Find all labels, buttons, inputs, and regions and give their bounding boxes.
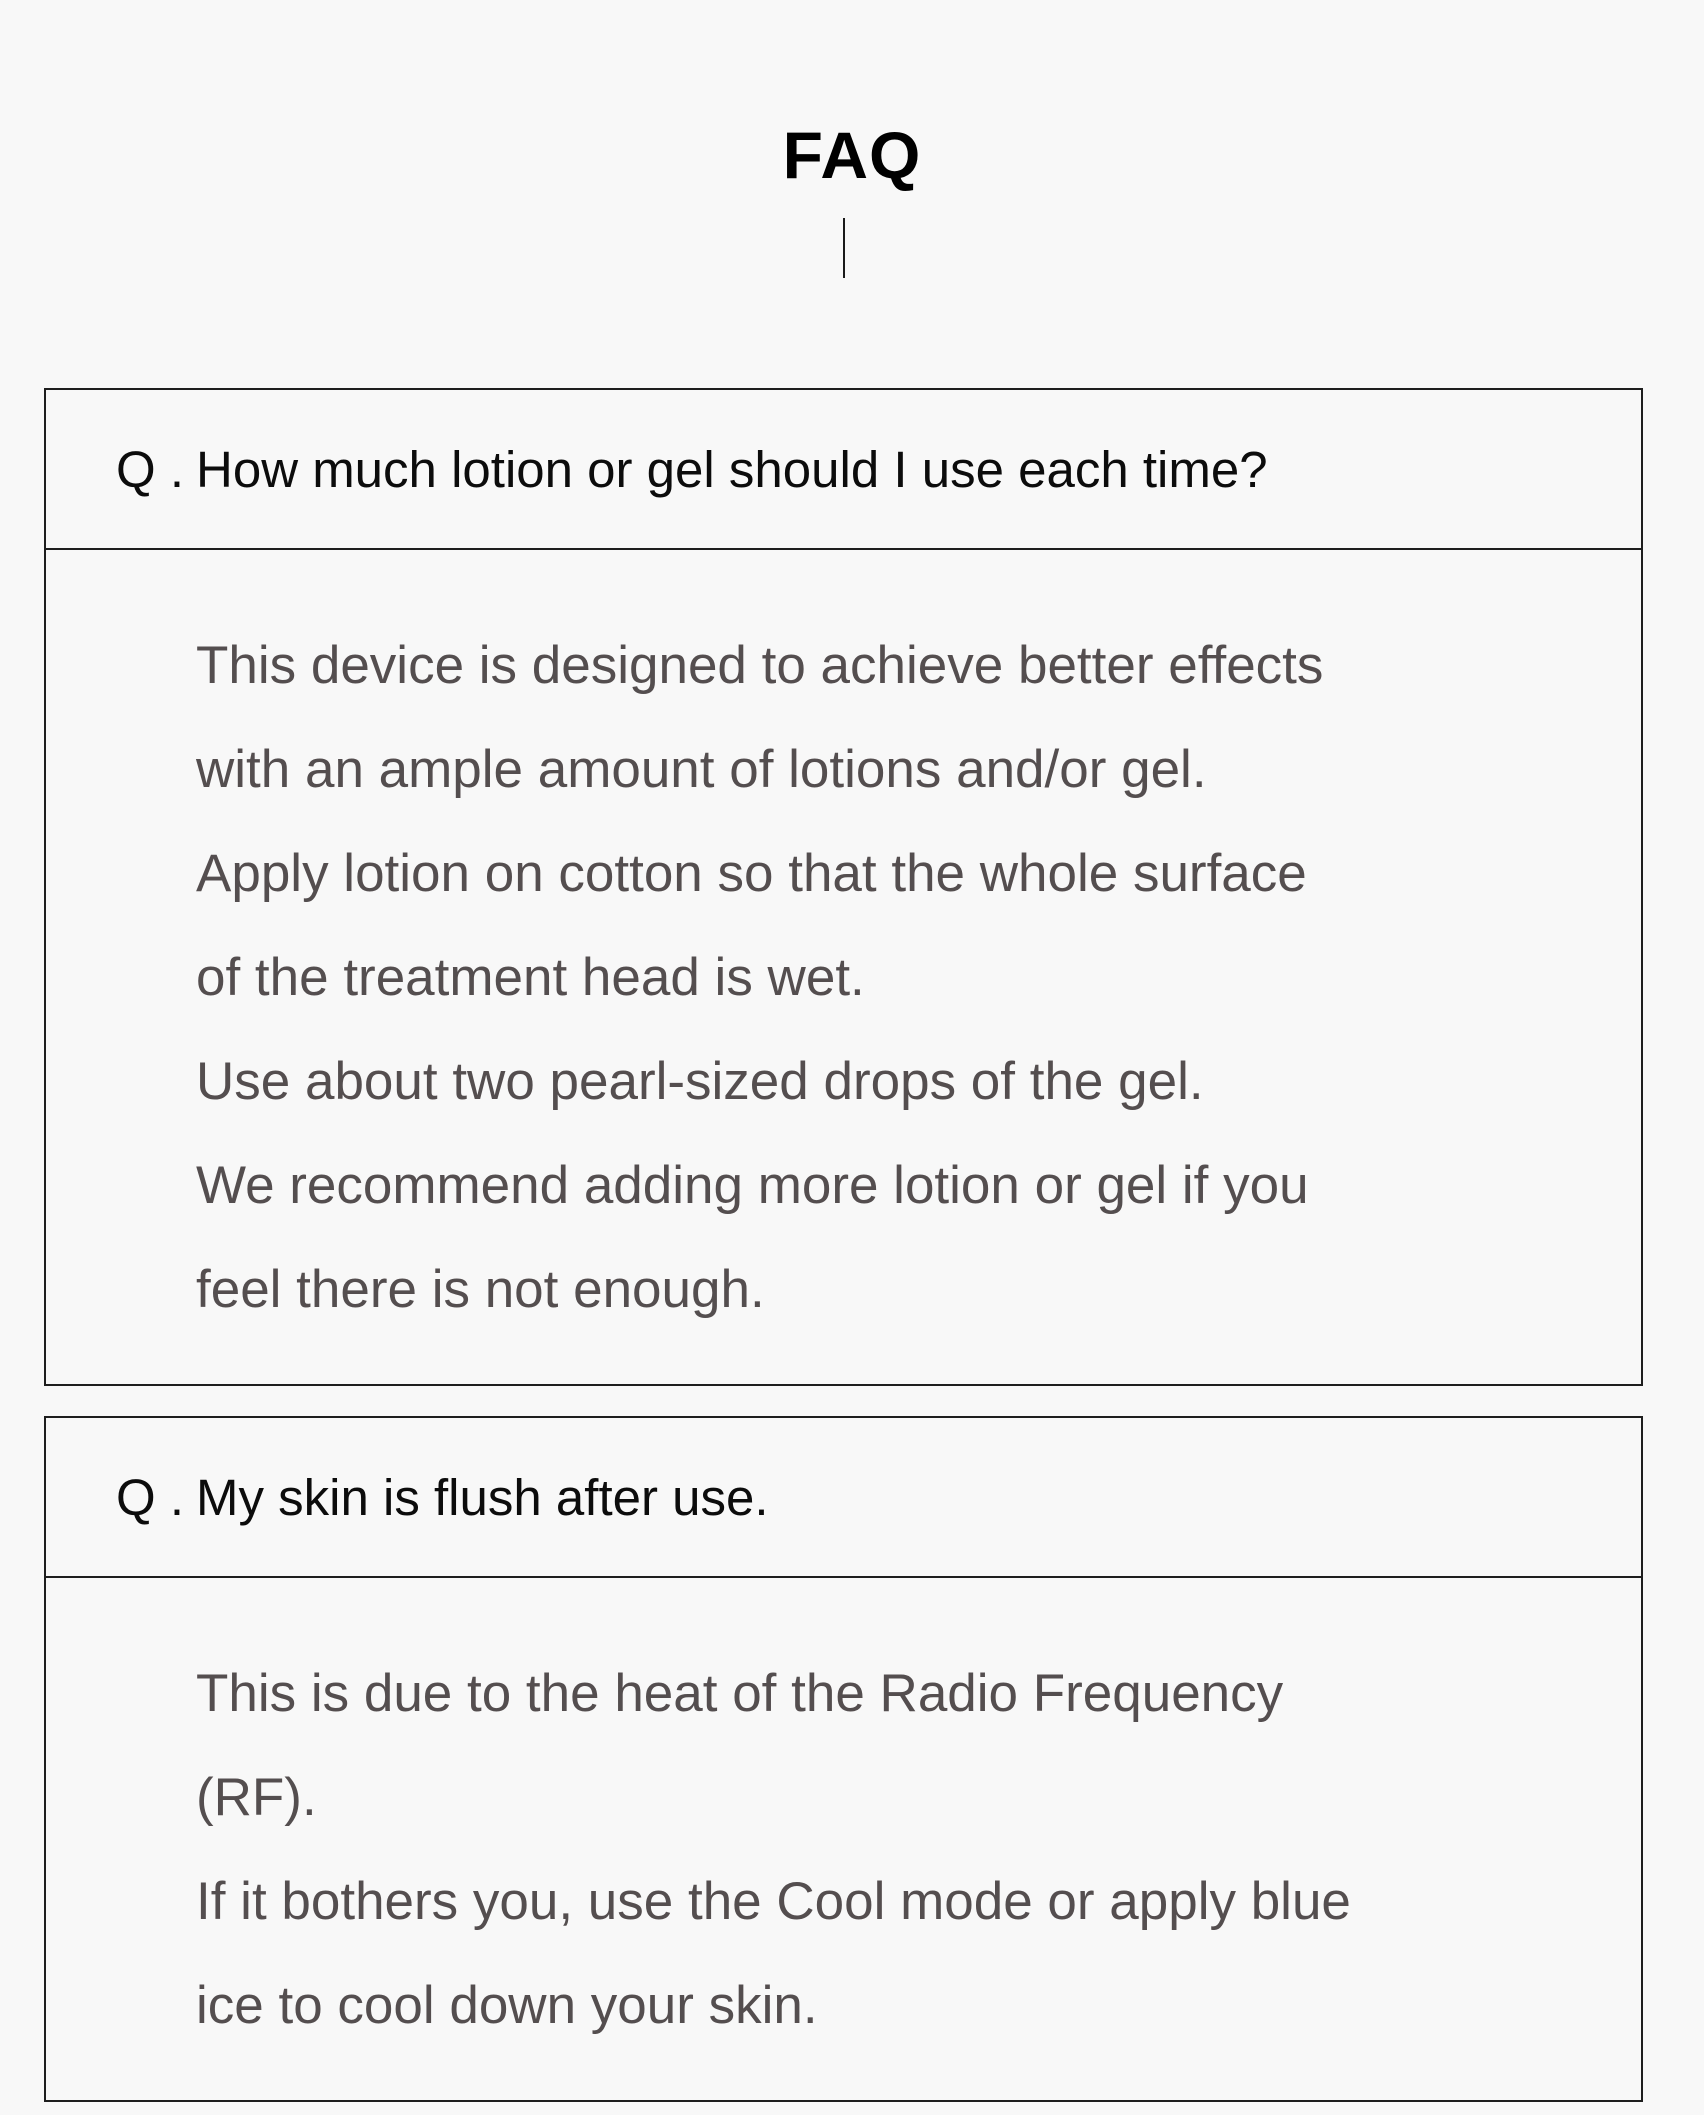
answer-line: If it bothers you, use the Cool mode or apply blue — [196, 1872, 1351, 1931]
question-prefix: Q . — [116, 1468, 185, 1526]
answer-line: ice to cool down your skin. — [196, 1976, 818, 2035]
answer-line: of the treatment head is wet. — [196, 948, 865, 1007]
faq-item — [44, 1416, 1643, 2102]
faq-item — [44, 388, 1643, 1386]
question-text: My skin is flush after use. — [196, 1468, 769, 1526]
faq-answer — [46, 550, 1641, 1342]
faq-question-row[interactable] — [46, 1418, 1641, 1578]
title-divider — [843, 218, 845, 278]
page-title: FAQ — [782, 118, 922, 192]
faq-header — [0, 0, 1704, 300]
faq-question-row[interactable] — [46, 390, 1641, 550]
answer-line: Apply lotion on cotton so that the whole surface — [196, 844, 1307, 903]
answer-line: feel there is not enough. — [196, 1260, 765, 1319]
faq-answer — [46, 1578, 1641, 2058]
answer-line: We recommend adding more lotion or gel if you — [196, 1156, 1309, 1215]
answer-line: with an ample amount of lotions and/or gel. — [196, 740, 1207, 799]
question-prefix: Q . — [116, 440, 185, 498]
answer-line: (RF). — [196, 1768, 317, 1827]
answer-line: This device is designed to achieve better effects — [196, 636, 1324, 695]
answer-line: Use about two pearl-sized drops of the gel. — [196, 1052, 1204, 1111]
question-text: How much lotion or gel should I use each time? — [196, 440, 1268, 498]
answer-line: This is due to the heat of the Radio Frequency — [196, 1664, 1284, 1723]
